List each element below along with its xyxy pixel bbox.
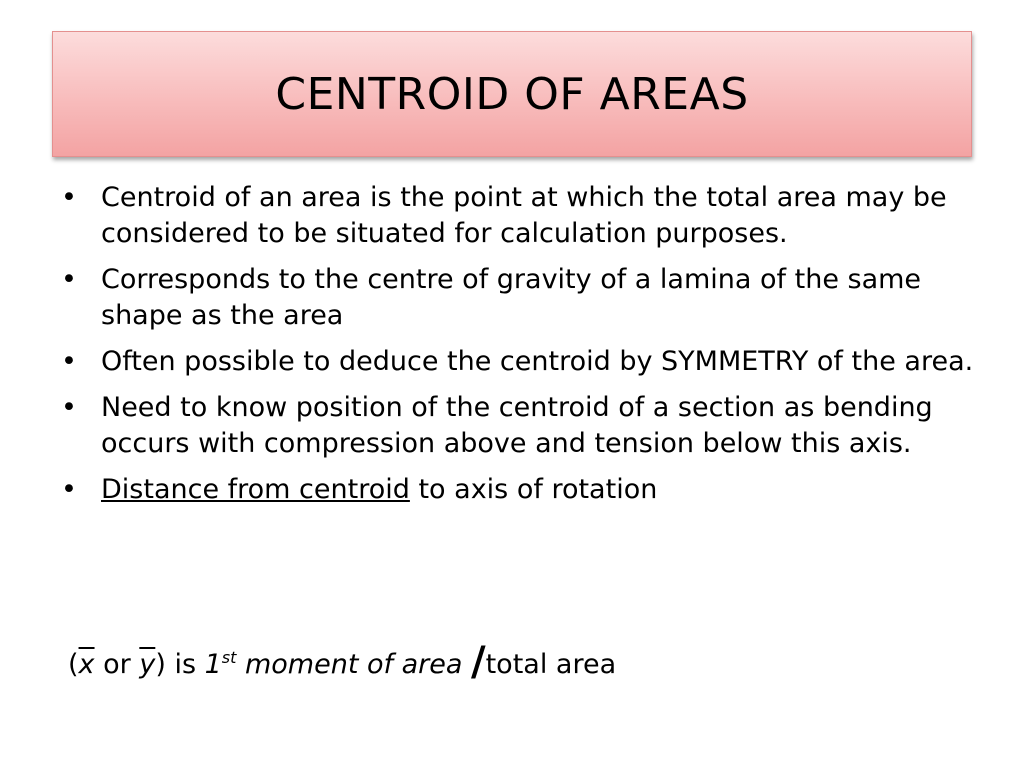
slide-title: CENTROID OF AREAS: [275, 68, 749, 120]
bullet-text: Often possible to deduce the centroid by SYMMETRY of the area.: [101, 346, 974, 377]
bullet-item: [56, 262, 976, 334]
bullet-item: [56, 472, 976, 508]
bullet-icon: •: [61, 392, 77, 423]
formula-ordinal: 1: [204, 649, 222, 680]
formula-ordinal-suffix: st: [221, 648, 237, 667]
bullet-text: Need to know position of the centroid of a section as bending occurs with compression above and tension below this axis.: [101, 392, 933, 459]
formula-moment: moment of area: [236, 649, 471, 680]
bullet-item: [56, 390, 976, 462]
bullet-text: Centroid of an area is the point at which the total area may be considered to be situated for calculation purposes.: [101, 182, 947, 249]
bullet-icon: •: [61, 264, 77, 295]
bullet-icon: •: [61, 182, 77, 213]
bullet-list: [56, 180, 976, 518]
formula-is: is: [165, 649, 205, 680]
formula-close-paren: ): [155, 649, 166, 680]
bullet-item: [56, 180, 976, 252]
formula-or: or: [94, 649, 140, 680]
formula-slash: /: [470, 639, 486, 685]
bullet-icon: •: [61, 346, 77, 377]
bullet-icon: •: [61, 474, 77, 505]
bullet-text: to axis of rotation: [409, 474, 658, 505]
formula-open-paren: (: [68, 649, 79, 680]
x-bar-symbol: $\overline{x}$: [78, 649, 95, 680]
title-box: [52, 31, 972, 157]
formula-total: total area: [485, 649, 617, 680]
bullet-text: Corresponds to the centre of gravity of a lamina of the same shape as the area: [101, 264, 922, 331]
bullet-item: [56, 344, 976, 380]
y-bar-symbol: $\overline{y}$: [139, 649, 156, 680]
bullet-underlined-text: Distance from centroid: [101, 474, 410, 505]
centroid-formula: [68, 634, 616, 689]
